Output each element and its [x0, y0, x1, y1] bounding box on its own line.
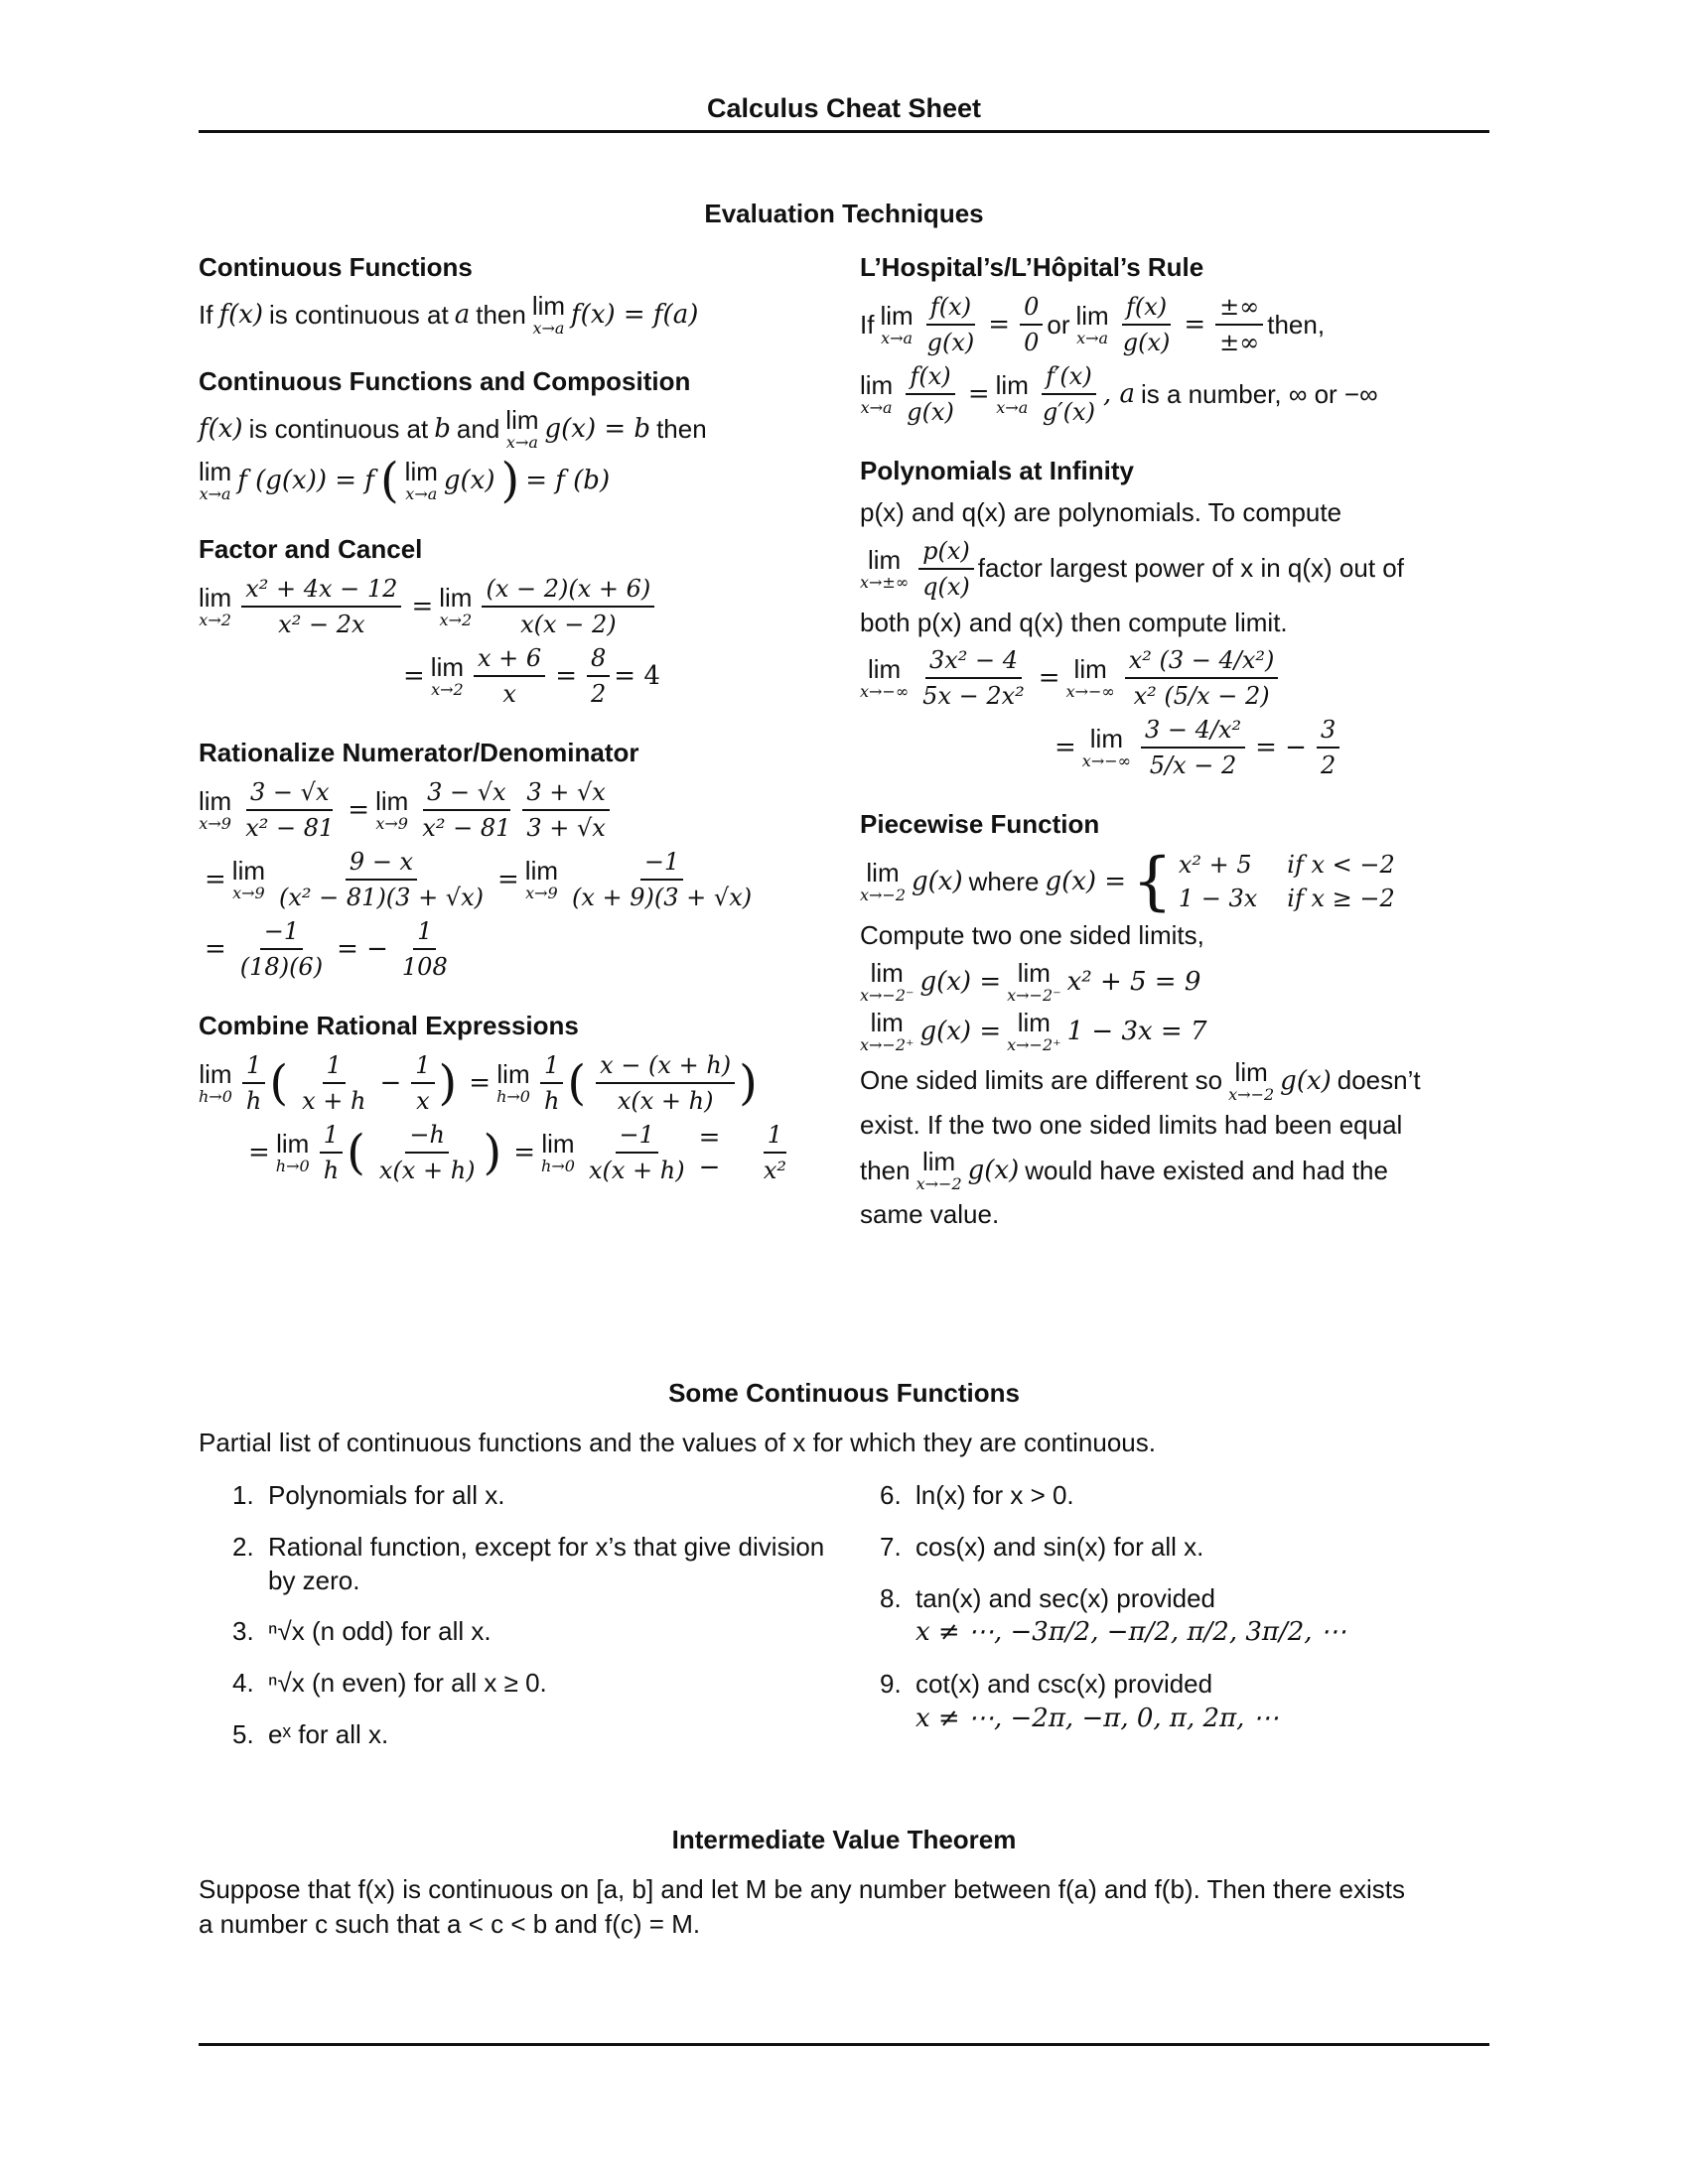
polynomials-block: Polynomials at Infinity p(x) and q(x) are polynomials. To compute lim x→±∞ $\frac{p(x)}{q(x)}$ factor largest power of x in q(x) out of both p(x) and q(x) then compute limit. lim x→−∞ $\frac{\text{3x² − 4}}{\text{5x − 2x²}}$ = lim x→−∞ $\frac{\text{x² (3 − 4/x²)}}{\text{x² (5/x − 2)}}$ = lim x→−∞ $\frac{\text{3 − 4/x²}}{5/x - 2}$ = − $\frac{3}{2}$ — [860, 456, 1495, 779]
left-column — [199, 252, 794, 1214]
factor-line-2: = lim x→2 $\frac{x + 6}{x}$ = $\frac{8}{2}$ = 4 — [403, 644, 660, 708]
list-item: 2. Rational function, except for x’s that give division by zero. — [232, 1531, 825, 1595]
list-left — [232, 1479, 828, 1770]
lhospital-block — [860, 252, 1495, 426]
piecewise-para-1: One sided limits are different so lim x→−2 g(x) doesn’t — [860, 1056, 1421, 1104]
piecewise-heading: Piecewise Function — [860, 809, 1100, 839]
composition-block — [199, 366, 794, 508]
lhospital-line-1: If lim x→a $\frac{f(x)}{g(x)}$ = $\frac{0}{0}$ or lim x→a $\frac{f(x)}{g(x)}$ = $\frac{\pm\infty}{\pm\infty}$ then, — [860, 293, 1326, 356]
footer-rule — [199, 2043, 1489, 2046]
composition-line-1: f(x) is continuous at b and lim x→a g(x) = b then — [199, 405, 707, 452]
rationalize-line-2: = lim x→9 $\frac{9 - x}{\text{(x² − 81)(3 + √x)}}$ = lim x→9 $\frac{-1}{(x + 9)(3 + √x)}$ — [205, 848, 753, 911]
rationalize-line-1: lim x→9 $\frac{3 - √x}{\text{x² − 81}}$ = lim x→9 $\frac{3 - √x}{\text{x² − 81}}$ $\frac{3 + √x}{3 + √x}$ — [199, 778, 794, 842]
continuous-functions-block — [199, 252, 794, 337]
lhospital-line-2: lim x→a $\frac{f(x)}{g(x)}$ = lim x→a $\frac{f'(x)}{g'(x)}$ , a is a number, ∞ or −∞ — [860, 362, 1378, 426]
polynomials-line-5: = lim x→−∞ $\frac{\text{3 − 4/x²}}{5/x - 2}$ = − $\frac{3}{2}$ — [1049, 716, 1495, 779]
piecewise-block: Piecewise Function lim x→−2 g(x) where g(x) = { x² + 5 if x < −2 1 − 3x if x ≥ −2 Compute two one sided limits, lim x→−2⁻ g(x) = lim x→−2⁻ x² + 5 = 9 lim x→−2⁺ g(x) = lim x→−2⁺ 1 − 3x = 7 One sided limits are different so lim x→−2 g(x) doesn’t exist. If the two one sided limits had been equal then lim x→−2 g(x) would have existed and had the same value. — [860, 809, 1495, 1231]
continuous-statement: If f(x) is continuous at a then lim x→a f(x) = f(a) — [199, 291, 699, 338]
right-limit-line: lim x→−2⁺ g(x) = lim x→−2⁺ 1 − 3x = 7 — [860, 1007, 1207, 1054]
continuous-heading: Continuous Functions — [199, 252, 473, 282]
limit-operator: lim x→a — [531, 291, 566, 338]
list-item: 1. Polynomials for all x. — [232, 1480, 505, 1510]
header-rule — [199, 130, 1489, 133]
piecewise-definition: lim x→−2 g(x) where g(x) = { x² + 5 if x < −2 1 − 3x if x ≥ −2 — [860, 845, 1395, 918]
list-item: 6. ln(x) for x > 0. — [880, 1480, 1074, 1510]
continuous-functions-intro: Partial list of continuous functions and the values of x for which they are continuous. — [199, 1428, 1156, 1457]
factor-cancel-block — [199, 534, 794, 708]
list-item: 5. eˣ for all x. — [232, 1718, 389, 1749]
combine-heading: Combine Rational Expressions — [199, 1011, 579, 1040]
polynomials-line-4: lim x→−∞ $\frac{\text{3x² − 4}}{\text{5x − 2x²}}$ = lim x→−∞ $\frac{\text{x² (3 − 4/x²)}}{\text{x² (5/x − 2)}}$ — [860, 646, 1495, 710]
ivt-title: Intermediate Value Theorem — [671, 1825, 1017, 1854]
page-title: Calculus Cheat Sheet — [706, 93, 982, 123]
rationalize-heading: Rationalize Numerator/Denominator — [199, 738, 639, 767]
rationalize-line-3: = $\frac{-1}{(18)(6)}$ = − $\frac{1}{108}$ — [205, 917, 448, 981]
lhospital-heading: L’Hospital’s/L’Hôpital’s Rule — [860, 252, 1204, 282]
list-item: 3. ⁿ√x (n odd) for all x. — [232, 1616, 492, 1647]
piecewise-para-3: then lim x→−2 g(x) would have existed and had the — [860, 1147, 1388, 1193]
list-item: 8. tan(x) and sec(x) provided x ≠ ⋯, −3π/2, −π/2, π/2, 3π/2, ⋯ — [880, 1582, 1346, 1648]
list-item: 9. cot(x) and csc(x) provided x ≠ ⋯, −2π, −π, 0, π, 2π, ⋯ — [880, 1669, 1279, 1733]
combine-block — [199, 1011, 794, 1184]
right-column — [860, 252, 1495, 1261]
factor-heading: Factor and Cancel — [199, 534, 423, 564]
evaluation-title: Evaluation Techniques — [704, 199, 984, 228]
factor-line-1: lim x→2 $\frac{\text{x² + 4x − 12}}{\text{x² − 2x}}$ = lim x→2 $\frac{(x - 2)(x + 6)}{x(x - 2)}$ — [199, 575, 794, 638]
list-item: 7. cos(x) and sin(x) for all x. — [880, 1531, 1204, 1562]
combine-line-2: = lim h→0 $\frac{1}{h}$ ( $\frac{-h}{x(x + h)}$ ) = lim h→0 $\frac{-1}{x(x + h)}$ = − $\frac{1}{\text{x²}}$ — [248, 1121, 786, 1184]
composition-line-2: lim x→a f (g(x)) = f ( lim x→a g(x) ) = f (b) — [199, 453, 611, 508]
polynomials-line-2: lim x→±∞ $\frac{p(x)}{q(x)}$ factor largest power of x in q(x) out of — [860, 536, 1404, 601]
rationalize-block — [199, 738, 794, 981]
left-limit-line: lim x→−2⁻ g(x) = lim x→−2⁻ x² + 5 = 9 — [860, 957, 1201, 1005]
list-item: 4. ⁿ√x (n even) for all x ≥ 0. — [232, 1668, 547, 1699]
continuous-functions-title: Some Continuous Functions — [668, 1378, 1020, 1408]
ivt-text: Suppose that f(x) is continuous on [a, b] and let M be any number between f(a) and f(b). Then there exists a number c such that a < c < b and f(c) = M. — [199, 1874, 1405, 1940]
composition-heading: Continuous Functions and Composition — [199, 366, 691, 396]
polynomials-heading: Polynomials at Infinity — [860, 456, 1134, 485]
piecewise-cases: x² + 5 if x < −2 1 − 3x if x ≥ −2 — [1178, 851, 1395, 912]
combine-line-1: lim h→0 $\frac{1}{h}$ ( $\frac{1}{x + h}$ − $\frac{1}{x}$ ) = lim h→0 $\frac{1}{h}$ ( $\frac{x - (x + h)}{x(x + h)}$ ) — [199, 1051, 758, 1115]
list-right — [880, 1479, 1495, 1754]
